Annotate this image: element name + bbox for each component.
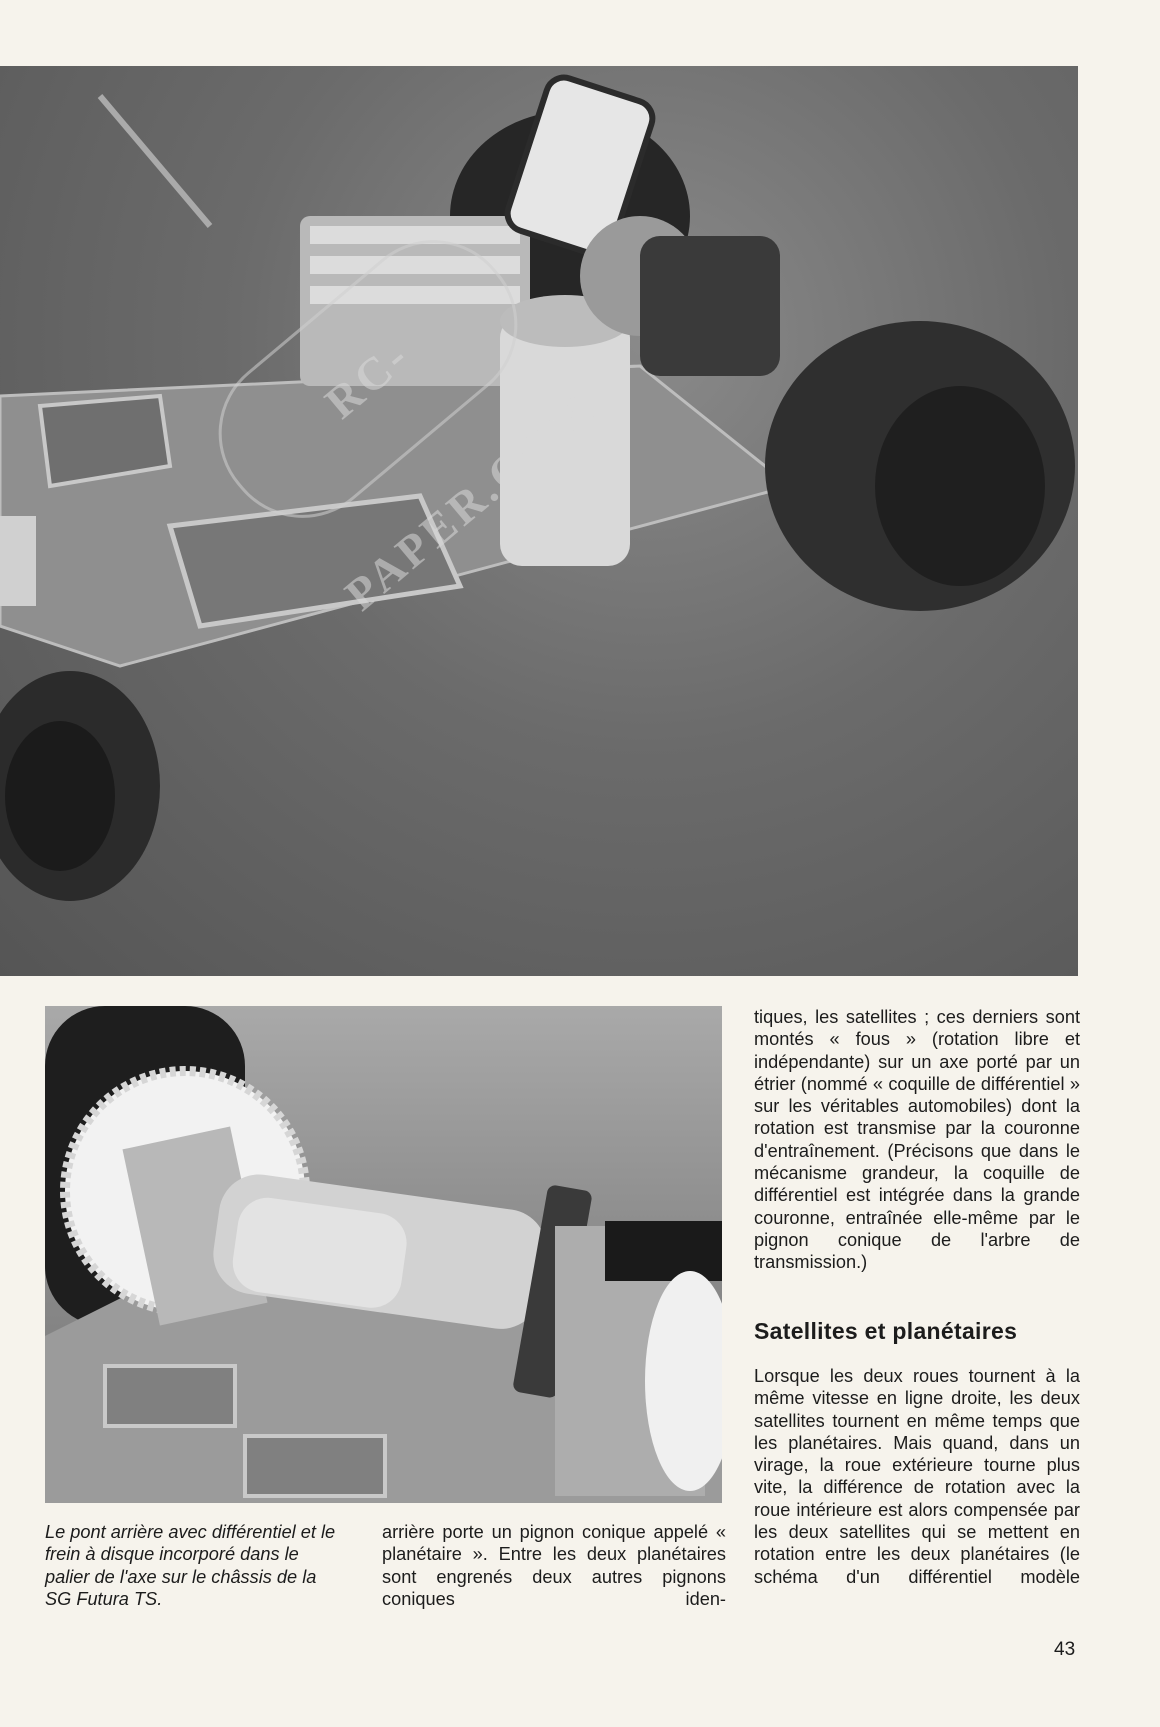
page-number: 43	[1054, 1639, 1076, 1660]
section-heading: Satellites et planétaires	[754, 1318, 1018, 1344]
paragraph: arrière porte un pignon conique appelé « planétaire ». Entre les deux planétaires sont engrenés deux autres pignons coniques iden-	[382, 1522, 726, 1609]
text-column-middle	[382, 1521, 726, 1610]
photo-caption: Le pont arrière avec différentiel et le frein à disque incorporé dans le palier de l'axe sur le châssis de la SG Futura TS.	[45, 1522, 336, 1609]
paragraph: Lorsque les deux roues tournent à la même vitesse en ligne droite, les deux satellites tournent en même temps que les planétaires. Mais quand, dans un virage, la roue extérieure tourne plus vite, la différence de rotation avec la roue intérieure est alors compensée par les deux satellites qui se mettent en rotation entre les deux planétaires (le schéma d'un différentiel modèle	[754, 1366, 1080, 1587]
text-column-right-continued	[754, 1365, 1080, 1588]
watermark: RC-PAPER.COM	[186, 207, 550, 550]
differential-photo	[45, 1006, 722, 1503]
differential-illustration	[45, 1006, 722, 1503]
paragraph: tiques, les satellites ; ces derniers sont montés « fous » (rotation libre et indépendante) sur un axe porté par un étrier (nommé « coquille de différentiel » sur les véritables automobiles) dont la rotation est transmise par la couronne d'entraînement. (Précisons que dans le mécanisme grandeur, la coquille de différentiel est intégrée dans la grande couronne, entraînée elle-même par le pignon conique de l'arbre de transmission.)	[754, 1007, 1080, 1273]
text-column-right	[754, 1006, 1080, 1274]
chassis-photo	[0, 66, 1078, 976]
